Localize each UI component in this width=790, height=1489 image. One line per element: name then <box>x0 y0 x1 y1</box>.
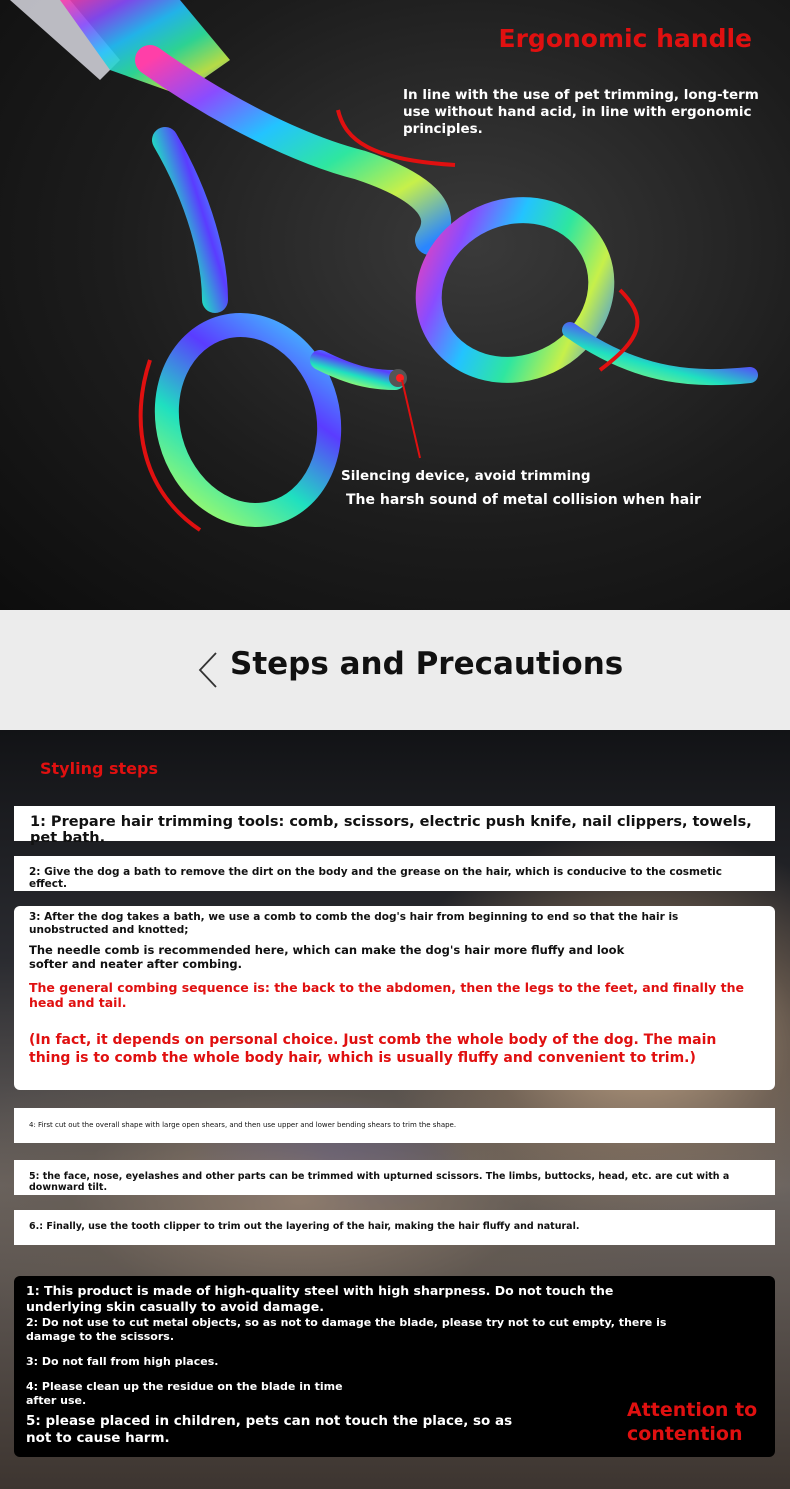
step-2: 2: Give the dog a bath to remove the dirt on the body and the grease on the hair, which is conducive to the cosmetic effect. <box>14 856 775 891</box>
silencer-note: Silencing device, avoid trimming <box>341 468 591 484</box>
section-banner <box>0 610 790 730</box>
attention-item-5: 5: please placed in children, pets can not touch the place, so as not to cause harm. <box>26 1413 513 1446</box>
hero-title: Ergonomic handle <box>498 24 752 53</box>
silencer-note-detail: The harsh sound of metal collision when hair <box>346 492 701 508</box>
styling-steps-title: Styling steps <box>40 759 158 778</box>
product-hero <box>0 0 790 610</box>
step-6: 6.: Finally, use the tooth clipper to trim out the layering of the hair, making the hair fluffy and natural. <box>14 1210 775 1245</box>
attention-item-1: 1: This product is made of high-quality steel with high sharpness. Do not touch the underlying skin casually to avoid damage. <box>26 1283 614 1314</box>
step-5: 5: the face, nose, eyelashes and other parts can be trimmed with upturned scissors. The limbs, buttocks, head, etc. are cut with a downward tilt. <box>14 1160 775 1195</box>
steps-section <box>0 730 790 1489</box>
attention-item-2: 2: Do not use to cut metal objects, so as not to damage the blade, please try not to cut empty, there is damage to the scissors. <box>26 1316 667 1343</box>
step-3 <box>14 906 775 1090</box>
step-3-note: (In fact, it depends on personal choice. Just comb the whole body of the dog. The main thing is to comb the whole body hair, which is usually fluffy and convenient to trim.) <box>29 1032 717 1066</box>
attention-title: Attention to contention <box>627 1399 758 1445</box>
attention-item-3: 3: Do not fall from high places. <box>26 1355 219 1368</box>
step-3-line-2: The needle comb is recommended here, which can make the dog's hair more fluffy and look softer and neater after combing. <box>29 943 625 971</box>
step-3-line-1: 3: After the dog takes a bath, we use a comb to comb the dog's hair from beginning to end so that the hair is unobstructed and knotted; <box>29 911 679 936</box>
step-1: 1: Prepare hair trimming tools: comb, scissors, electric push knife, nail clippers, towels, pet bath. <box>14 806 775 841</box>
attention-box <box>14 1276 775 1457</box>
section-title: Steps and Precautions <box>230 646 624 682</box>
chevron-left-icon <box>196 651 220 689</box>
hero-description: In line with the use of pet trimming, long-term use without hand acid, in line with ergonomic principles. <box>403 87 759 137</box>
step-3-combing-sequence: The general combing sequence is: the back to the abdomen, then the legs to the feet, and finally the head and tail. <box>29 980 744 1010</box>
attention-item-4: 4: Please clean up the residue on the blade in time after use. <box>26 1380 343 1407</box>
step-4: 4: First cut out the overall shape with large open shears, and then use upper and lower bending shears to trim the shape. <box>14 1108 775 1143</box>
